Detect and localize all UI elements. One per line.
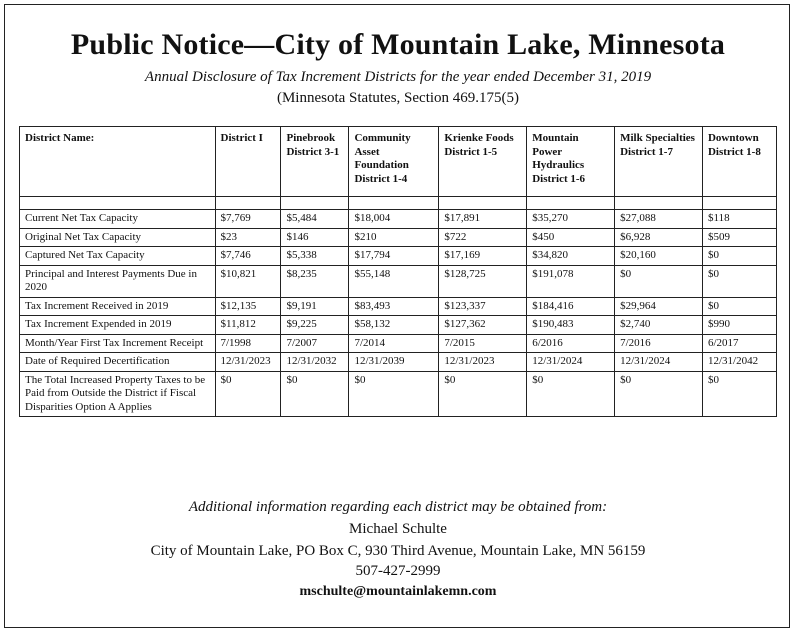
- table-cell: $17,891: [439, 210, 527, 229]
- district-table: [19, 126, 777, 417]
- table-row: [20, 316, 777, 335]
- footer-contact-name: Michael Schulte: [349, 521, 447, 537]
- table-cell: 12/31/2023: [215, 353, 281, 372]
- footer-email: mschulte@mountainlakemn.com: [299, 584, 497, 599]
- table-cell: $0: [281, 371, 349, 417]
- table-row: [20, 353, 777, 372]
- table-cell: $9,225: [281, 316, 349, 335]
- table-cell: $722: [439, 228, 527, 247]
- table-cell: $83,493: [349, 297, 439, 316]
- table-cell: $0: [702, 265, 776, 297]
- page-title: Public Notice—City of Mountain Lake, Minnesota: [70, 28, 726, 61]
- table-cell: $7,746: [215, 247, 281, 266]
- table-cell: $7,769: [215, 210, 281, 229]
- footer-intro: Additional information regarding each district may be obtained from:: [188, 499, 608, 515]
- header-milk-specialties: Milk Specialties District 1-7: [615, 127, 703, 197]
- table-cell: $20,160: [615, 247, 703, 266]
- row-label: Date of Required Decertification: [20, 353, 216, 372]
- page-subtitle: Annual Disclosure of Tax Increment Districts for the year ended December 31, 2019: [144, 69, 652, 85]
- header-spacer-row: [20, 197, 777, 210]
- table-cell: $55,148: [349, 265, 439, 297]
- table-cell: 12/31/2042: [702, 353, 776, 372]
- table-cell: $35,270: [527, 210, 615, 229]
- row-label: Current Net Tax Capacity: [20, 210, 216, 229]
- table-cell: $127,362: [439, 316, 527, 335]
- table-cell: $0: [615, 371, 703, 417]
- statute-reference: (Minnesota Statutes, Section 469.175(5): [276, 90, 520, 106]
- table-cell: $128,725: [439, 265, 527, 297]
- footer-phone: 507-427-2999: [355, 563, 441, 579]
- table-cell: $123,337: [439, 297, 527, 316]
- table-cell: $34,820: [527, 247, 615, 266]
- table-cell: 12/31/2024: [527, 353, 615, 372]
- header-pinebrook: Pinebrook District 3-1: [281, 127, 349, 197]
- table-cell: $0: [215, 371, 281, 417]
- table-cell: $5,484: [281, 210, 349, 229]
- table-cell: $191,078: [527, 265, 615, 297]
- table-row: [20, 228, 777, 247]
- row-label: Original Net Tax Capacity: [20, 228, 216, 247]
- table-row: [20, 210, 777, 229]
- row-label: Principal and Interest Payments Due in 2020: [20, 265, 216, 297]
- table-cell: $0: [702, 371, 776, 417]
- table-cell: 12/31/2032: [281, 353, 349, 372]
- row-label: Month/Year First Tax Increment Receipt: [20, 334, 216, 353]
- table-cell: $0: [349, 371, 439, 417]
- table-cell: $990: [702, 316, 776, 335]
- table-cell: $0: [702, 297, 776, 316]
- table-cell: 12/31/2023: [439, 353, 527, 372]
- table-cell: $29,964: [615, 297, 703, 316]
- table-cell: $0: [527, 371, 615, 417]
- table-cell: 12/31/2024: [615, 353, 703, 372]
- table-cell: $27,088: [615, 210, 703, 229]
- table-header-row: [20, 127, 777, 197]
- table-cell: 7/2015: [439, 334, 527, 353]
- table-cell: $0: [615, 265, 703, 297]
- table-cell: 6/2017: [702, 334, 776, 353]
- row-label: Tax Increment Received in 2019: [20, 297, 216, 316]
- footer-address: City of Mountain Lake, PO Box C, 930 Third Avenue, Mountain Lake, MN 56159: [150, 543, 646, 559]
- table-cell: $11,812: [215, 316, 281, 335]
- table-cell: $118: [702, 210, 776, 229]
- table-cell: $8,235: [281, 265, 349, 297]
- table-cell: $184,416: [527, 297, 615, 316]
- table-cell: $23: [215, 228, 281, 247]
- table-cell: 7/1998: [215, 334, 281, 353]
- header-krienke-foods: Krienke Foods District 1-5: [439, 127, 527, 197]
- table-cell: 6/2016: [527, 334, 615, 353]
- table-cell: $210: [349, 228, 439, 247]
- table-row: [20, 297, 777, 316]
- table-cell: $10,821: [215, 265, 281, 297]
- table-row: [20, 265, 777, 297]
- table-cell: 7/2007: [281, 334, 349, 353]
- header-mountain-power: Mountain Power Hydraulics District 1-6: [527, 127, 615, 197]
- table-cell: 7/2014: [349, 334, 439, 353]
- header-community-asset: Community Asset Foundation District 1-4: [349, 127, 439, 197]
- district-table-body: [20, 127, 777, 417]
- table-cell: $5,338: [281, 247, 349, 266]
- table-cell: $509: [702, 228, 776, 247]
- table-row: [20, 371, 777, 417]
- header-district-name: District Name:: [20, 127, 216, 197]
- header-district-i: District I: [215, 127, 281, 197]
- table-cell: $17,794: [349, 247, 439, 266]
- row-label: The Total Increased Property Taxes to be Paid from Outside the District if Fiscal Disparities Option A Applies: [20, 371, 216, 417]
- table-cell: $2,740: [615, 316, 703, 335]
- table-cell: 7/2016: [615, 334, 703, 353]
- table-cell: $9,191: [281, 297, 349, 316]
- table-cell: $17,169: [439, 247, 527, 266]
- table-cell: $190,483: [527, 316, 615, 335]
- table-cell: $146: [281, 228, 349, 247]
- row-label: Tax Increment Expended in 2019: [20, 316, 216, 335]
- table-cell: 12/31/2039: [349, 353, 439, 372]
- table-cell: $58,132: [349, 316, 439, 335]
- header-downtown: Downtown District 1-8: [702, 127, 776, 197]
- table-cell: $12,135: [215, 297, 281, 316]
- table-cell: $450: [527, 228, 615, 247]
- table-cell: $0: [439, 371, 527, 417]
- row-label: Captured Net Tax Capacity: [20, 247, 216, 266]
- table-row: [20, 334, 777, 353]
- table-cell: $6,928: [615, 228, 703, 247]
- table-cell: $18,004: [349, 210, 439, 229]
- table-cell: $0: [702, 247, 776, 266]
- table-row: [20, 247, 777, 266]
